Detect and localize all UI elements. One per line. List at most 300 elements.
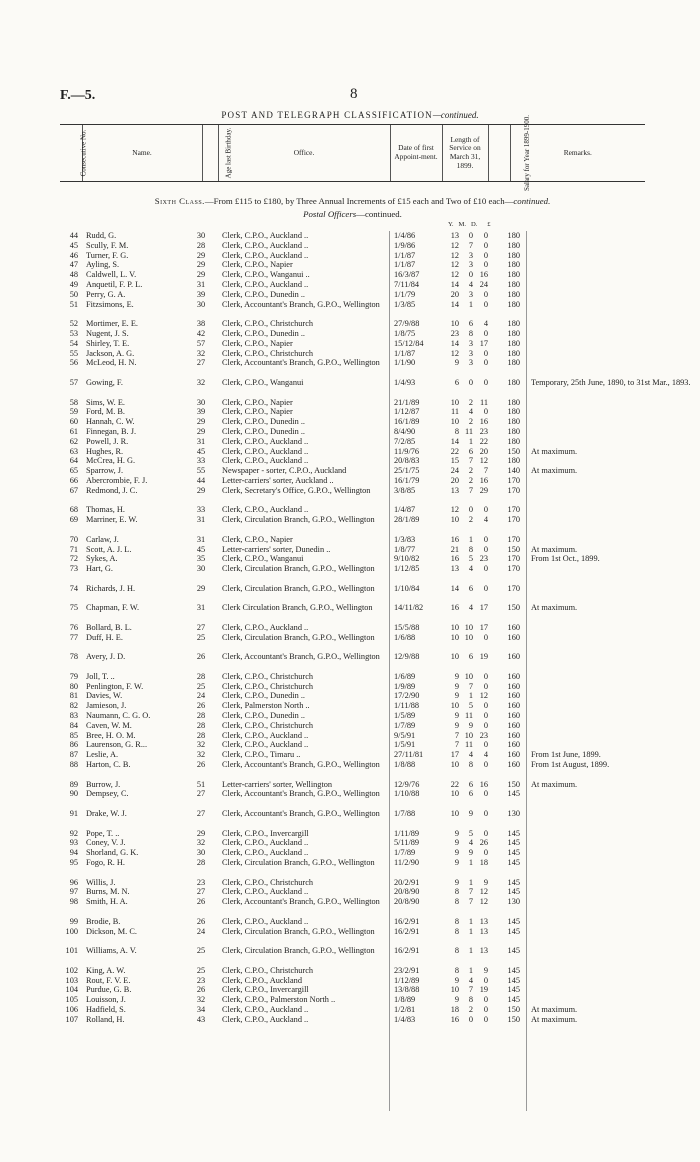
service-months-cell: 11 — [465, 426, 473, 436]
service-years-cell: 12 — [450, 240, 459, 250]
service-days-cell: 0 — [483, 358, 488, 368]
col-header-date-appointment: Date of first Appoint-ment. — [390, 125, 442, 182]
salary-cell: 145 — [507, 858, 520, 867]
age-cell: 29 — [196, 260, 206, 270]
name-cell: Fitzsimons, E. — [86, 299, 134, 309]
service-years-cell: 10 — [450, 985, 459, 995]
table-row — [0, 358, 700, 378]
table-row — [0, 535, 700, 545]
table-row — [0, 584, 700, 604]
age-cell: 28 — [196, 711, 206, 721]
service-days-cell: 19 — [479, 652, 488, 662]
service-months-cell: 2 — [468, 475, 473, 485]
appointment-date-cell: 1/1/87 — [394, 250, 416, 260]
appointment-date-cell: 27/9/88 — [394, 319, 420, 329]
service-days-cell: 0 — [483, 995, 488, 1005]
appointment-date-cell: 1/6/89 — [394, 671, 416, 681]
name-cell: McLeod, H. N. — [86, 358, 137, 368]
service-years-cell: 10 — [450, 701, 459, 711]
table-row — [0, 985, 700, 995]
service-months-cell: 9 — [468, 720, 473, 730]
class-heading — [60, 196, 645, 206]
service-years-cell: 10 — [450, 789, 459, 799]
age-cell: 32 — [196, 838, 206, 848]
name-cell: Joll, T. .. — [86, 671, 115, 681]
service-days-cell: 12 — [479, 887, 488, 897]
service-days-cell: 0 — [483, 711, 488, 721]
salary-cell: 180 — [507, 240, 520, 250]
service-days-cell: 16 — [479, 779, 488, 789]
age-cell: 34 — [196, 1004, 206, 1014]
consecutive-no-cell: 45 — [69, 240, 78, 250]
name-cell: Rudd, G. — [86, 231, 117, 240]
consecutive-no-cell: 81 — [69, 691, 78, 701]
service-years-cell: 16 — [450, 554, 459, 564]
service-years-cell: 14 — [450, 583, 459, 593]
salary-cell: 170 — [507, 485, 520, 495]
sub-heading-label: Postal Officers — [303, 209, 357, 219]
name-cell: McCrea, H. G. — [86, 456, 136, 466]
age-cell: 45 — [196, 544, 206, 554]
service-months-cell: 2 — [468, 397, 473, 407]
service-days-cell: 23 — [479, 426, 488, 436]
appointment-date-cell: 1/12/87 — [394, 407, 420, 417]
appointment-date-cell: 1/8/77 — [394, 544, 416, 554]
service-months-cell: 1 — [468, 946, 473, 956]
col-header-name: Name. — [82, 125, 202, 182]
name-cell: Finnegan, B. J. — [86, 426, 137, 436]
service-days-cell: 13 — [479, 926, 488, 936]
consecutive-no-cell: 90 — [69, 789, 78, 799]
age-cell: 24 — [196, 926, 206, 936]
age-cell: 29 — [196, 417, 206, 427]
salary-cell: 160 — [507, 701, 520, 711]
name-cell: Scott, A. J. L. — [86, 544, 132, 554]
salary-cell: 145 — [507, 946, 520, 956]
service-days-cell: 7 — [483, 466, 488, 476]
consecutive-no-cell: 107 — [65, 1014, 78, 1024]
salary-cell: 180 — [507, 338, 520, 348]
service-days-cell: 23 — [479, 554, 488, 564]
service-days-cell: 0 — [483, 760, 488, 770]
table-row — [0, 927, 700, 947]
office-cell: Clerk, Circulation Branch, G.P.O., Wellington — [222, 946, 375, 956]
appointment-date-cell: 16/2/91 — [394, 916, 420, 926]
table-row — [0, 623, 700, 633]
name-cell: Coney, V. J. — [86, 838, 126, 848]
service-months-cell: 10 — [464, 671, 473, 681]
consecutive-no-cell: 55 — [69, 348, 78, 358]
appointment-date-cell: 1/1/90 — [394, 358, 416, 368]
service-days-cell: 0 — [483, 534, 488, 544]
service-days-cell: 12 — [479, 691, 488, 701]
table-row — [0, 456, 700, 466]
name-cell: Hadfield, S. — [86, 1004, 126, 1014]
consecutive-no-cell: 46 — [69, 250, 78, 260]
salary-cell: 180 — [507, 348, 520, 358]
office-cell: Clerk, Palmerston North .. — [222, 701, 310, 711]
name-cell: Penlington, F. W. — [86, 681, 144, 691]
consecutive-no-cell: 85 — [69, 730, 78, 740]
age-cell: 29 — [196, 426, 206, 436]
name-cell: Louisson, J. — [86, 995, 126, 1005]
table-row — [0, 1015, 700, 1025]
salary-cell: 150 — [507, 1014, 520, 1024]
office-cell: Clerk, C.P.O., Napier — [222, 260, 293, 270]
age-cell: 28 — [196, 240, 206, 250]
col-header-remarks: Remarks. — [510, 125, 645, 182]
appointment-date-cell: 16/1/89 — [394, 417, 420, 427]
service-years-cell: 14 — [450, 299, 459, 309]
age-cell: 28 — [196, 858, 206, 867]
table-row — [0, 505, 700, 515]
service-days-cell: 9 — [483, 877, 488, 887]
consecutive-no-cell: 96 — [69, 877, 78, 887]
service-years-cell: 22 — [450, 779, 459, 789]
office-cell: Clerk, C.P.O., Dunedin .. — [222, 328, 305, 338]
salary-cell: 145 — [507, 975, 520, 985]
consecutive-no-cell: 65 — [69, 466, 78, 476]
age-cell: 43 — [196, 1014, 206, 1024]
units-line: Y. M. D. £ — [448, 221, 491, 228]
page-title — [0, 110, 700, 120]
age-cell: 23 — [196, 975, 206, 985]
sub-heading — [60, 209, 645, 219]
age-cell: 39 — [196, 407, 206, 417]
appointment-date-cell: 1/11/89 — [394, 828, 420, 838]
service-years-cell: 8 — [454, 926, 459, 936]
table-row — [0, 466, 700, 476]
office-cell: Clerk, C.P.O., Dunedin .. — [222, 691, 305, 701]
name-cell: Nugent, J. S. — [86, 328, 129, 338]
office-cell: Clerk, C.P.O., Christchurch — [222, 348, 314, 358]
name-cell: Richards, J. H. — [86, 583, 136, 593]
appointment-date-cell: 1/4/87 — [394, 505, 416, 515]
remarks-cell: At maximum. — [531, 544, 578, 554]
office-cell: Letter-carriers' sorter, Wellington — [222, 779, 333, 789]
name-cell: Carlaw, J. — [86, 534, 119, 544]
salary-cell: 140 — [507, 466, 520, 476]
service-years-cell: 9 — [454, 848, 459, 858]
table-row — [0, 701, 700, 711]
service-years-cell: 13 — [450, 231, 459, 240]
name-cell: Smith, H. A. — [86, 897, 128, 907]
service-months-cell: 2 — [468, 417, 473, 427]
age-cell: 25 — [196, 965, 206, 975]
service-days-cell: 29 — [479, 485, 488, 495]
service-days-cell: 0 — [483, 240, 488, 250]
appointment-date-cell: 1/4/83 — [394, 1014, 416, 1024]
consecutive-no-cell: 105 — [65, 995, 78, 1005]
name-cell: Rolland, H. — [86, 1014, 125, 1024]
office-cell: Newspaper - sorter, C.P.O., Auckland — [222, 466, 347, 476]
salary-cell: 130 — [507, 897, 520, 907]
table-row — [0, 554, 700, 564]
appointment-date-cell: 7/2/85 — [394, 436, 416, 446]
salary-cell: 150 — [507, 544, 520, 554]
service-months-cell: 8 — [468, 544, 473, 554]
age-cell: 55 — [196, 466, 206, 476]
name-cell: King, A. W. — [86, 965, 126, 975]
office-cell: Clerk, C.P.O., Auckland .. — [222, 446, 309, 456]
table-row — [0, 545, 700, 555]
office-cell: Clerk, Accountant's Branch, G.P.O., Wellington — [222, 652, 380, 662]
service-days-cell: 0 — [483, 671, 488, 681]
service-years-cell: 8 — [454, 965, 459, 975]
age-cell: 39 — [196, 289, 206, 299]
office-cell: Clerk, C.P.O., Auckland .. — [222, 740, 309, 750]
office-cell: Clerk, C.P.O., Auckland .. — [222, 240, 309, 250]
consecutive-no-cell: 63 — [69, 446, 78, 456]
office-cell: Clerk, C.P.O., Dunedin .. — [222, 417, 305, 427]
service-years-cell: 8 — [454, 897, 459, 907]
appointment-date-cell: 1/12/89 — [394, 975, 420, 985]
table-row — [0, 329, 700, 339]
service-days-cell: 23 — [479, 730, 488, 740]
sub-heading-continued: —continued. — [356, 209, 402, 219]
name-cell: Avery, J. D. — [86, 652, 126, 662]
table-row — [0, 731, 700, 741]
office-cell: Clerk, C.P.O., Auckland .. — [222, 730, 309, 740]
age-cell: 27 — [196, 789, 206, 799]
office-cell: Clerk, Accountant's Branch, G.P.O., Wellington — [222, 760, 380, 770]
remarks-cell: From 1st Oct., 1899. — [531, 554, 600, 564]
salary-cell: 150 — [507, 779, 520, 789]
age-cell: 25 — [196, 946, 206, 956]
remarks-cell: At maximum. — [531, 1004, 578, 1014]
appointment-date-cell: 9/5/91 — [394, 730, 416, 740]
service-years-cell: 23 — [450, 328, 459, 338]
name-cell: Thomas, H. — [86, 505, 125, 515]
remarks-cell: From 1st August, 1899. — [531, 760, 610, 770]
age-cell: 30 — [196, 299, 206, 309]
appointment-date-cell: 1/5/91 — [394, 740, 416, 750]
service-years-cell: 21 — [450, 544, 459, 554]
consecutive-no-cell: 58 — [69, 397, 78, 407]
appointment-date-cell: 11/2/90 — [394, 858, 420, 867]
salary-cell: 145 — [507, 838, 520, 848]
name-cell: Fogo, R. H. — [86, 858, 125, 867]
consecutive-no-cell: 97 — [69, 887, 78, 897]
appointment-date-cell: 1/7/89 — [394, 720, 416, 730]
salary-cell: 180 — [507, 328, 520, 338]
salary-cell: 145 — [507, 926, 520, 936]
salary-cell: 145 — [507, 995, 520, 1005]
office-cell: Clerk, C.P.O., Auckland .. — [222, 1004, 309, 1014]
appointment-date-cell: 1/3/85 — [394, 299, 416, 309]
service-months-cell: 3 — [468, 358, 473, 368]
service-days-cell: 0 — [483, 583, 488, 593]
service-months-cell: 7 — [468, 240, 473, 250]
service-months-cell: 6 — [468, 652, 473, 662]
office-cell: Clerk, Accountant's Branch, G.P.O., Wellington — [222, 299, 380, 309]
appointment-date-cell: 1/12/85 — [394, 564, 420, 574]
office-cell: Clerk, Circulation Branch, G.P.O., Wellington — [222, 858, 375, 867]
age-cell: 57 — [196, 338, 206, 348]
consecutive-no-cell: 88 — [69, 760, 78, 770]
consecutive-no-cell: 95 — [69, 858, 78, 867]
salary-cell: 160 — [507, 671, 520, 681]
age-cell: 30 — [196, 397, 206, 407]
consecutive-no-cell: 50 — [69, 289, 78, 299]
appointment-date-cell: 14/11/82 — [394, 603, 424, 613]
name-cell: Shorland, G. K. — [86, 848, 139, 858]
name-cell: Willis, J. — [86, 877, 116, 887]
salary-cell: 160 — [507, 760, 520, 770]
name-cell: Drake, W. J. — [86, 809, 127, 819]
table-row — [0, 447, 700, 457]
name-cell: Hannah, C. W. — [86, 417, 135, 427]
consecutive-no-cell: 74 — [69, 583, 78, 593]
office-cell: Clerk, Accountant's Branch, G.P.O., Wellington — [222, 809, 380, 819]
service-months-cell: 4 — [468, 838, 473, 848]
age-cell: 29 — [196, 828, 206, 838]
service-days-cell: 19 — [479, 985, 488, 995]
salary-cell: 145 — [507, 985, 520, 995]
consecutive-no-cell: 75 — [69, 603, 78, 613]
consecutive-no-cell: 98 — [69, 897, 78, 907]
consecutive-no-cell: 53 — [69, 328, 78, 338]
consecutive-no-cell: 73 — [69, 564, 78, 574]
table-row — [0, 417, 700, 427]
service-months-cell: 11 — [465, 740, 473, 750]
consecutive-no-cell: 83 — [69, 711, 78, 721]
office-cell: Clerk, Accountant's Branch, G.P.O., Wellington — [222, 897, 380, 907]
service-years-cell: 8 — [454, 426, 459, 436]
remarks-cell: At maximum. — [531, 603, 578, 613]
age-cell: 30 — [196, 564, 206, 574]
salary-cell: 145 — [507, 877, 520, 887]
service-months-cell: 2 — [468, 515, 473, 525]
consecutive-no-cell: 60 — [69, 417, 78, 427]
consecutive-no-cell: 57 — [69, 377, 78, 387]
service-days-cell: 0 — [483, 809, 488, 819]
consecutive-no-cell: 87 — [69, 750, 78, 760]
salary-cell: 180 — [507, 377, 520, 387]
service-months-cell: 1 — [468, 877, 473, 887]
age-cell: 29 — [196, 485, 206, 495]
consecutive-no-cell: 101 — [65, 946, 78, 956]
service-days-cell: 0 — [483, 299, 488, 309]
table-row — [0, 251, 700, 261]
age-cell: 32 — [196, 348, 206, 358]
salary-cell: 160 — [507, 750, 520, 760]
table-row — [0, 564, 700, 584]
name-cell: Dickson, M. C. — [86, 926, 137, 936]
table-row — [0, 780, 700, 790]
appointment-date-cell: 16/2/91 — [394, 926, 420, 936]
office-cell: Clerk, C.P.O., Dunedin .. — [222, 711, 305, 721]
appointment-date-cell: 20/8/83 — [394, 456, 420, 466]
name-cell: Purdue, G. B. — [86, 985, 132, 995]
salary-cell: 170 — [507, 475, 520, 485]
salary-cell: 130 — [507, 809, 520, 819]
table-row — [0, 809, 700, 829]
office-cell: Clerk, C.P.O., Christchurch — [222, 319, 314, 329]
name-cell: Sims, W. E. — [86, 397, 125, 407]
consecutive-no-cell: 69 — [69, 515, 78, 525]
service-months-cell: 9 — [468, 848, 473, 858]
service-months-cell: 10 — [464, 622, 473, 632]
service-days-cell: 0 — [483, 564, 488, 574]
office-cell: Clerk, C.P.O., Wanganui .. — [222, 270, 310, 280]
consecutive-no-cell: 77 — [69, 632, 78, 642]
service-months-cell: 8 — [468, 760, 473, 770]
table-row — [0, 633, 700, 653]
remarks-cell: From 1st June, 1899. — [531, 750, 601, 760]
appointment-date-cell: 1/9/86 — [394, 240, 416, 250]
name-cell: Caldwell, L. V. — [86, 270, 137, 280]
name-cell: Bollard, B. L. — [86, 622, 132, 632]
service-months-cell: 1 — [468, 299, 473, 309]
service-days-cell: 17 — [479, 603, 488, 613]
salary-cell: 180 — [507, 289, 520, 299]
age-cell: 33 — [196, 505, 206, 515]
table-row — [0, 946, 700, 966]
service-years-cell: 6 — [454, 377, 459, 387]
age-cell: 28 — [196, 730, 206, 740]
service-years-cell: 10 — [450, 760, 459, 770]
service-months-cell: 2 — [468, 1004, 473, 1014]
name-cell: Chapman, F. W. — [86, 603, 140, 613]
name-cell: Jackson, A. G. — [86, 348, 135, 358]
consecutive-no-cell: 56 — [69, 358, 78, 368]
table-row — [0, 260, 700, 270]
service-months-cell: 7 — [468, 681, 473, 691]
office-cell: Clerk, C.P.O., Napier — [222, 397, 293, 407]
appointment-date-cell: 17/2/90 — [394, 691, 420, 701]
appointment-date-cell: 1/4/86 — [394, 231, 416, 240]
age-cell: 29 — [196, 250, 206, 260]
service-years-cell: 9 — [454, 681, 459, 691]
service-days-cell: 4 — [483, 750, 488, 760]
office-cell: Clerk, C.P.O., Wanganui — [222, 377, 304, 387]
appointment-date-cell: 1/2/81 — [394, 1004, 416, 1014]
service-months-cell: 0 — [468, 505, 473, 515]
appointment-date-cell: 1/1/87 — [394, 348, 416, 358]
service-years-cell: 15 — [450, 456, 459, 466]
table-row — [0, 878, 700, 888]
age-cell: 32 — [196, 377, 206, 387]
service-days-cell: 0 — [483, 828, 488, 838]
service-months-cell: 4 — [468, 603, 473, 613]
service-years-cell: 12 — [450, 270, 459, 280]
table-row — [0, 672, 700, 682]
office-cell: Clerk, C.P.O., Invercargill — [222, 985, 309, 995]
service-years-cell: 20 — [450, 475, 459, 485]
name-cell: Ford, M. B. — [86, 407, 125, 417]
service-months-cell: 4 — [468, 279, 473, 289]
service-years-cell: 8 — [454, 916, 459, 926]
service-months-cell: 6 — [468, 779, 473, 789]
office-cell: Letter-carriers' sorter, Auckland .. — [222, 475, 334, 485]
name-cell: Sykes, A. — [86, 554, 118, 564]
service-years-cell: 12 — [450, 260, 459, 270]
name-cell: Rout, F. V. E. — [86, 975, 131, 985]
service-months-cell: 10 — [464, 730, 473, 740]
consecutive-no-cell: 64 — [69, 456, 78, 466]
office-cell: Clerk, C.P.O., Auckland .. — [222, 887, 309, 897]
service-months-cell: 9 — [468, 809, 473, 819]
service-days-cell: 0 — [483, 632, 488, 642]
appointment-date-cell: 12/9/76 — [394, 779, 420, 789]
table-row — [0, 750, 700, 760]
age-cell: 26 — [196, 701, 206, 711]
service-years-cell: 10 — [450, 515, 459, 525]
age-cell: 26 — [196, 916, 206, 926]
office-cell: Clerk Circulation Branch, G.P.O., Wellington — [222, 603, 373, 613]
table-row — [0, 976, 700, 986]
